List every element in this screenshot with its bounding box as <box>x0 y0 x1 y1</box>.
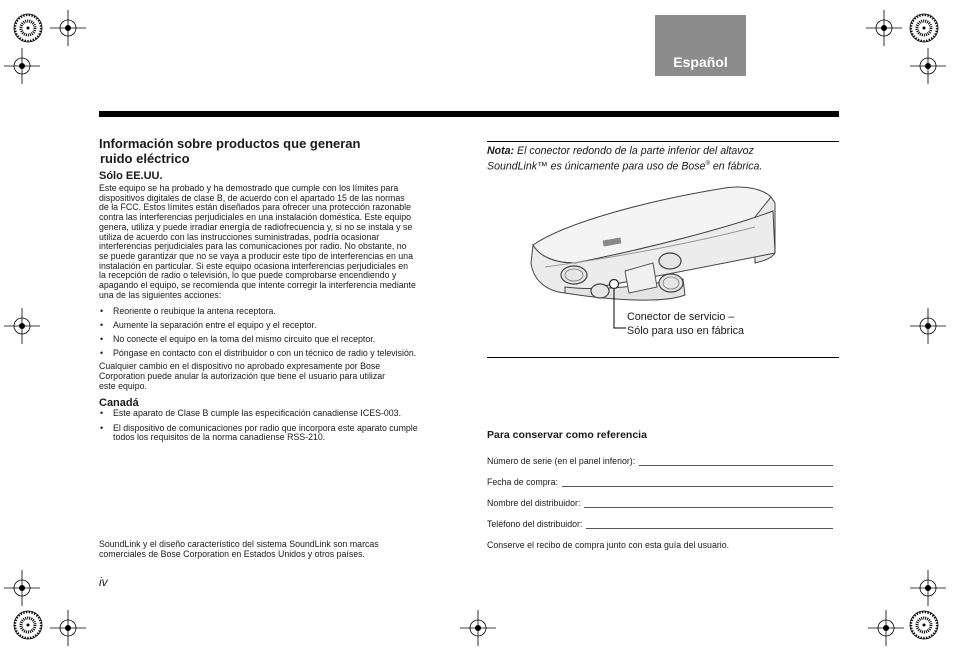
section-title: Información sobre productos que generan ruido eléctrico <box>99 136 361 166</box>
registration-mark-icon <box>4 308 40 344</box>
list-item: • No conecte el equipo en la toma del mismo circuito que el receptor. <box>99 335 459 345</box>
list-item: • Aumente la separación entre el equipo y el receptor. <box>99 321 459 331</box>
changes-paragraph: Cualquier cambio en el dispositivo no aprobado expresamente por Bose Corporation puede anular la autorización que tiene el usuario para utilizar este equipo. <box>99 361 386 391</box>
note-text: Nota: El conector redondo de la parte inferior del altavoz SoundLink™ es únicamente para uso de Bose® en fábrica. <box>487 145 763 173</box>
canada-heading: Canadá <box>99 397 139 409</box>
registration-mark-icon <box>868 610 904 646</box>
field-label: Número de serie (en el panel inferior): <box>487 456 636 466</box>
language-tab-label: Español <box>673 54 728 70</box>
list-item: • El dispositivo de comunicaciones por radio que incorpora este aparato cumple todos los requisitos de la norma canadiense RSS-210. <box>99 424 459 443</box>
list-item: • Este aparato de Clase B cumple las especificación canadiense ICES-003. <box>99 409 459 419</box>
registration-mark-icon <box>50 10 86 46</box>
registration-mark-icon <box>4 48 40 84</box>
header-bar <box>99 111 839 117</box>
registration-mark-icon <box>10 607 46 643</box>
usa-paragraph: Este equipo se ha probado y ha demostrado que cumple con los límites para dispositivos digitales de clase B, de acuerdo con el apartado 15 de las normas de la FCC. Estos límites están diseñados para ofrecer una protección razonable contra las interferencias perjudiciales en una instalación doméstica. Este equipo genera, utiliza y puede irradiar energía de radiofrecuencia y, si no se instala y se utiliza de acuerdo con las instrucciones suministradas, podría ocasionar interferencias perjudiciales para las comunicaciones por radio. No obstante, no se puede garantizar que no se vaya a producir este tipo de interferencias en una instalación en particular. Si este equipo ocasiona interferencias perjudiciales en la recepción de radio o televisión, lo que puede comprobarse encendiendo y apagando el equipo, se recomienda que intente corregir la interferencia mediante una de las siguientes acciones: <box>99 183 416 300</box>
registration-mark-icon <box>460 610 496 646</box>
dealer-name-field[interactable] <box>487 498 833 508</box>
registration-mark-icon <box>50 610 86 646</box>
trademark-notice: SoundLink y el diseño característico del sistema SoundLink son marcas comerciales de Bose Corporation en Estados Unidos y otros países. <box>99 539 379 559</box>
registration-mark-icon <box>910 48 946 84</box>
list-item: • Reoriente o reubique la antena receptora. <box>99 307 459 317</box>
usa-bullet-list <box>99 307 459 358</box>
serial-number-field[interactable] <box>487 456 833 466</box>
service-connector-callout: Conector de servicio – Sólo para uso en fábrica <box>627 311 745 337</box>
registration-mark-icon <box>866 10 902 46</box>
usa-heading: Sólo EE.UU. <box>99 170 163 182</box>
canada-section <box>99 397 459 443</box>
callout-leader <box>613 318 627 330</box>
receipt-note: Conserve el recibo de compra junto con esta guía del usuario. <box>487 540 730 550</box>
list-item: • Póngase en contacto con el distribuidor o con un técnico de radio y televisión. <box>99 349 459 359</box>
speaker-bottom-illustration <box>525 183 780 318</box>
registration-mark-icon <box>906 10 942 46</box>
canada-bullet-list <box>99 409 459 443</box>
registration-mark-icon <box>910 570 946 606</box>
dealer-phone-field[interactable] <box>487 519 833 529</box>
registration-mark-icon <box>906 607 942 643</box>
registration-mark-icon <box>910 308 946 344</box>
field-label: Teléfono del distribuidor: <box>487 519 583 529</box>
usa-section <box>99 170 459 391</box>
page-number: iv <box>99 575 108 589</box>
registration-mark-icon <box>10 10 46 46</box>
language-tab <box>655 15 746 76</box>
note-top-rule <box>487 141 839 142</box>
reference-heading: Para conservar como referencia <box>487 429 647 441</box>
registration-mark-icon <box>4 570 40 606</box>
purchase-date-field[interactable] <box>487 477 833 487</box>
field-label: Fecha de compra: <box>487 477 558 487</box>
note-bottom-rule <box>487 357 839 358</box>
field-label: Nombre del distribuidor: <box>487 498 581 508</box>
